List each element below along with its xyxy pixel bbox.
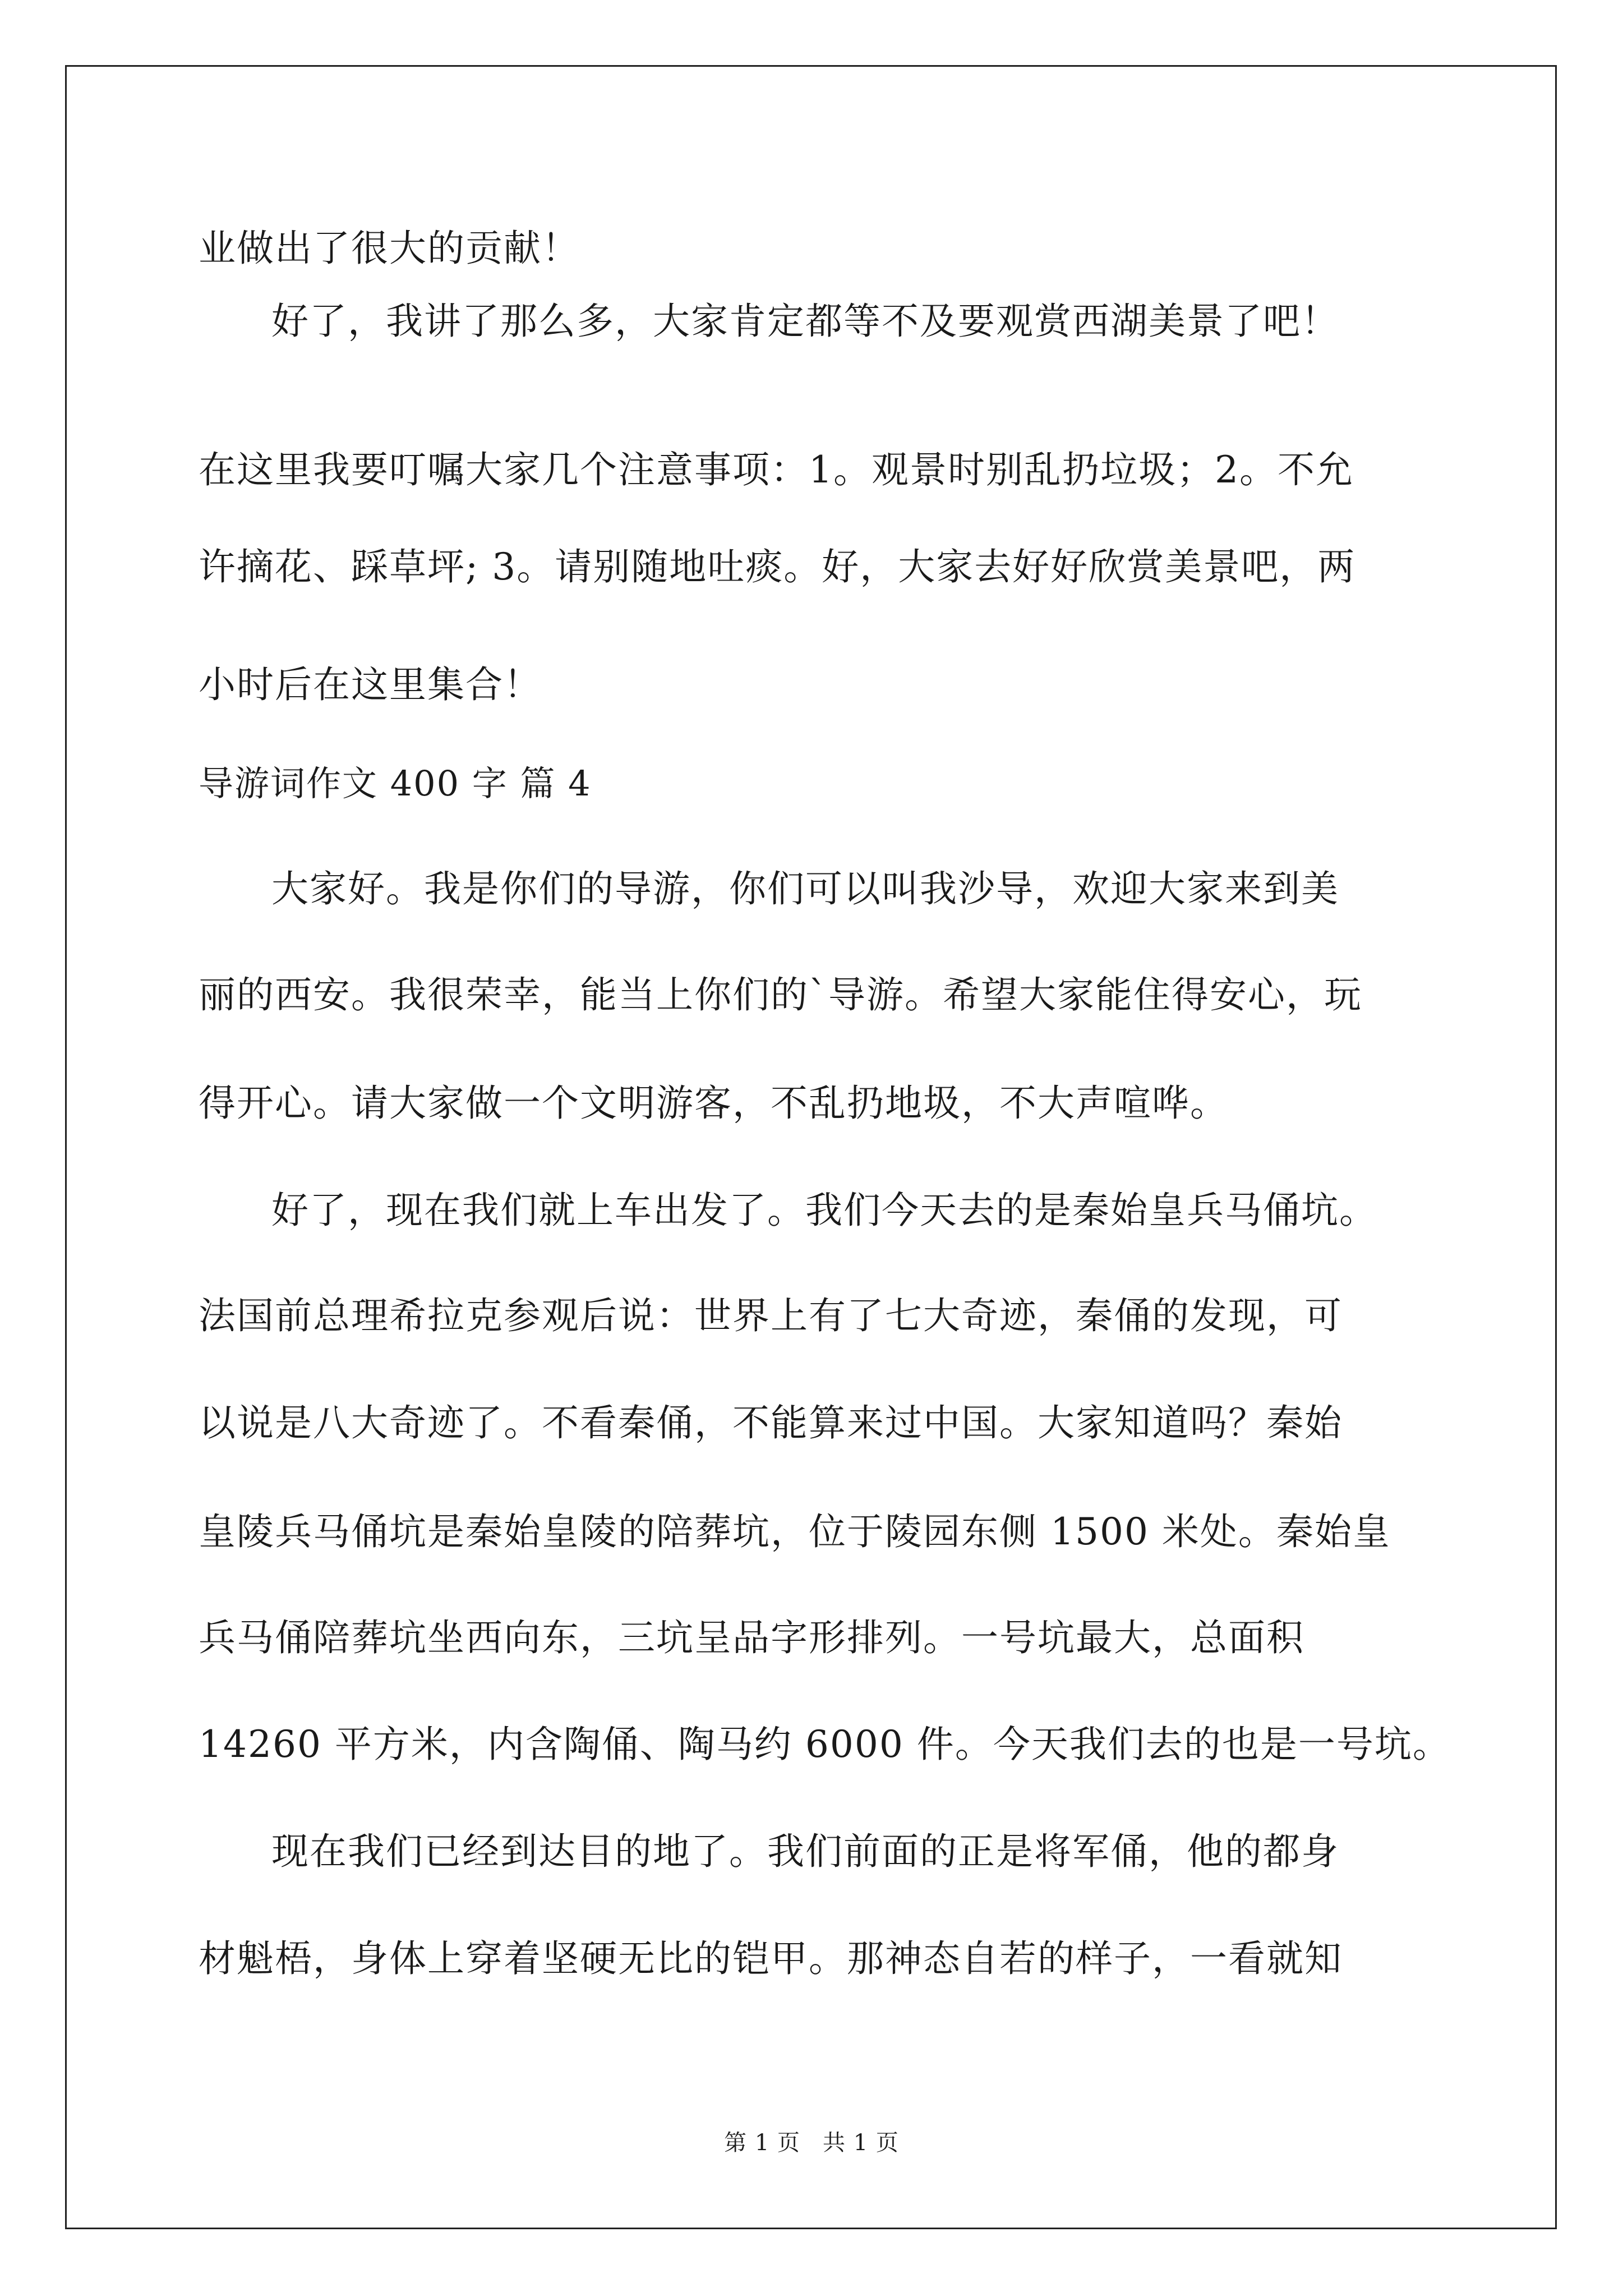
text-line: 得开心。请大家做一个文明游客，不乱扔地圾，不大声喧哗。 bbox=[199, 1082, 1228, 1125]
text-line: 丽的西安。我很荣幸，能当上你们的`导游。希望大家能住得安心，玩 bbox=[199, 973, 1362, 1016]
paragraph-first-line: 好了，我讲了那么多，大家肯定都等不及要观赏西湖美景了吧！ bbox=[271, 300, 1339, 343]
text-line: 14260 平方米，内含陶俑、陶马约 6000 件。今天我们去的也是一号坑。 bbox=[199, 1723, 1451, 1766]
text-line: 皇陵兵马俑坑是秦始皇陵的陪葬坑，位于陵园东侧 1500 米处。秦始皇 bbox=[199, 1510, 1391, 1553]
text-line: 材魁梧，身体上穿着坚硬无比的铠甲。那神态自若的样子，一看就知 bbox=[199, 1937, 1343, 1980]
section-heading: 导游词作文 400 字 篇 4 bbox=[199, 763, 592, 804]
page-footer bbox=[0, 2132, 1623, 2154]
text-line: 兵马俑陪葬坑坐西向东，三坑呈品字形排列。一号坑最大，总面积 bbox=[199, 1616, 1304, 1659]
page-border bbox=[65, 65, 1557, 2229]
text-line: 业做出了很大的贡献！ bbox=[199, 227, 580, 270]
text-line: 小时后在这里集合！ bbox=[199, 663, 542, 706]
page-total: 共 1 页 bbox=[823, 2130, 899, 2156]
paragraph-first-line: 现在我们已经到达目的地了。我们前面的正是将军俑，他的都身 bbox=[271, 1830, 1339, 1873]
page-number: 第 1 页 bbox=[724, 2130, 800, 2156]
text-line: 许摘花、踩草坪; 3。请别随地吐痰。好，大家去好好欣赏美景吧，两 bbox=[199, 545, 1356, 588]
paragraph-first-line: 好了，现在我们就上车出发了。我们今天去的是秦始皇兵马俑坑。 bbox=[271, 1189, 1377, 1232]
paragraph-first-line: 大家好。我是你们的导游，你们可以叫我沙导，欢迎大家来到美 bbox=[271, 867, 1339, 910]
text-line: 法国前总理希拉克参观后说：世界上有了七大奇迹，秦俑的发现，可 bbox=[199, 1294, 1343, 1337]
text-line: 以说是八大奇迹了。不看秦俑，不能算来过中国。大家知道吗？秦始 bbox=[199, 1401, 1343, 1444]
text-line: 在这里我要叮嘱大家几个注意事项：1。观景时别乱扔垃圾；2。不允 bbox=[199, 448, 1354, 491]
